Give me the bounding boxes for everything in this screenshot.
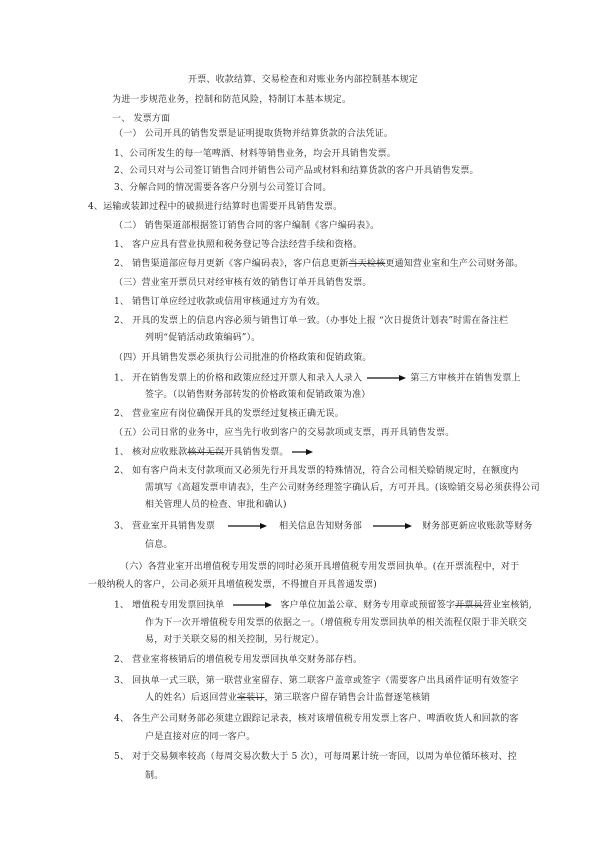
clause-6-item-2: 2、 营业室将核销后的增值税专用发票回执单交财务部存档。 xyxy=(114,655,363,665)
flow-arrow-icon xyxy=(231,601,273,609)
clause-1-heading: （一） 公司开具的销售发票是证明提取货物并结算货款的合法凭证。 xyxy=(114,129,394,139)
document-title: 开票、收款结算、交易检查和对账业务内部控制基本规定 xyxy=(188,75,419,85)
section-heading-invoice: 一、 发票方面 xyxy=(112,114,171,124)
clause-5-item-3-text-a: 3、 营业室开具销售发票 xyxy=(114,521,215,532)
clause-6-heading-line-2: 一般纳税人的客户，公司必须开具增值税发票，不得擅自开具普通发票) xyxy=(88,580,377,590)
clause-4-item-1-text-a: 1、 开在销售发票上的价格和政策应经过开票人和录入人录入 xyxy=(114,373,363,384)
clause-3-item-1: 1、 销售订单应经过收款或信用审核通过方为有效。 xyxy=(114,297,326,307)
clause-1-item-3: 3、分解合同的情况需要各客户分别与公司签订合同。 xyxy=(114,183,332,193)
clause-5-item-1-struck-text: 核对无误 xyxy=(187,447,225,458)
clause-3-item-2-line-2: 列明“促销活动政策编码”）。 xyxy=(145,333,261,343)
clause-6-item-1-line-2: 作为下一次开增值税专用发票的依据之一。（增值税专用发票回执单的相关流程仅限于非关联交 xyxy=(145,618,527,628)
clause-5-item-2-line-3: 相关管理人员的检查、审批和确认) xyxy=(145,500,287,510)
clause-6-item-1-text-c: 营业室核销, xyxy=(482,600,532,611)
clause-2-heading: （二） 销售渠道部根据签订销售合同的客户编制《客户编码表》。 xyxy=(114,221,380,231)
clause-5-heading: （五）公司日常的业务中，应当先行收到客户的交易款项或支票，再开具销售发票。 xyxy=(114,428,455,438)
clause-1-item-1: 1、公司所发生的每一笔啤酒、材料等销售业务，均会开具销售发票。 xyxy=(114,149,396,159)
clause-6-item-5-line-2: 制。 xyxy=(145,771,164,781)
clause-6-item-4-line-1: 4、 各生产公司财务部必须建立跟踪记录表，核对该增值税专用发票上客户、啤酒收货人和回款的客 xyxy=(114,714,519,724)
clause-5-item-3-text-c: 财务部更新应收账款等财务 xyxy=(422,521,533,532)
clause-6-item-1-struck-text: 开票员 xyxy=(455,600,483,611)
flow-arrow-icon xyxy=(226,522,268,530)
clause-6-item-3-line-2 xyxy=(145,694,430,703)
clause-2-item-2 xyxy=(114,260,523,269)
clause-3-heading: （三）营业室开票员只对经审核有效的销售订单开具销售发票。 xyxy=(114,278,372,288)
intro-paragraph: 为进一步规范业务，控制和防范风险，特制订本基本规定。 xyxy=(112,95,352,105)
clause-4-item-1-line-2: 签字。（以销售财务部转发的价格政策和促销政策为准） xyxy=(145,390,371,400)
clause-5-item-1-text-b: 开具销售发票。 xyxy=(224,447,289,458)
clause-6-item-1-line-3: 易，对于关联交易的相关控制，另行规定）。 xyxy=(145,635,325,645)
clause-5-item-1-text-a: 1、 核对应收账款 xyxy=(114,447,188,458)
clause-4-item-1-line-1 xyxy=(114,374,521,384)
clause-5-item-1 xyxy=(114,448,314,458)
clause-5-item-3-line-1 xyxy=(114,522,532,532)
clause-1-item-2: 2、公司只对与公司签订销售合同并销售公司产品或材料和结算货款的客户开具销售发票。 xyxy=(114,166,479,176)
clause-2-item-2-text-b: 更通知营业室和生产公司财务部。 xyxy=(385,259,524,269)
clause-6-item-1-text-a: 1、 增值税专用发票回执单 xyxy=(114,600,225,611)
clause-6-item-3-text-c: ，第三联客户留存销售会计监督逐笔核销 xyxy=(264,693,431,703)
clause-6-item-5-line-1: 5、 对于交易频率较高（每周交易次数大于 5 次），可每周累计统一寄回，以周为单位循环核对、控 xyxy=(114,752,517,762)
clause-1-item-4: 4、运输或装卸过程中的破损进行结算时也需要开具销售发票。 xyxy=(88,202,343,212)
clause-2-item-1: 1、 客户应具有营业执照和税务登记等合法经营手续和资格。 xyxy=(114,240,363,250)
clause-4-item-2: 2、 营业室应有岗位确保开具的发票经过复核正确无误。 xyxy=(114,409,344,419)
clause-6-heading-line-1: （六）各营业室开出增值税专用发票的同时必须开具增值税专用发票回执单。(在开票流程中，对于 xyxy=(120,562,520,572)
clause-5-item-3-text-b: 相关信息告知财务部 xyxy=(279,521,362,532)
clause-6-item-3-text-b: 人的姓名）后返回营业 xyxy=(145,693,238,703)
clause-4-item-1-text-b: 第三方审核并在销售发票上 xyxy=(410,373,521,384)
flow-arrow-icon xyxy=(292,448,314,456)
clause-5-item-3-line-2: 信息。 xyxy=(145,540,173,550)
clause-6-item-3-line-1: 3、 回执单一式三联，第一联营业室留存、第二联客户盖章或签字（需要客户出具函件证明有效签字 xyxy=(114,676,519,686)
clause-6-item-4-line-2: 户是直接对应的同一客户。 xyxy=(145,732,256,742)
clause-3-item-2-line-1: 2、 开具的发票上的信息内容必须与销售订单一致。（办事处上报 “次日提货计划表”时需在备注栏 xyxy=(114,316,509,326)
flow-arrow-icon xyxy=(371,522,413,530)
clause-2-item-2-text-a: 2、 销售渠道部应每月更新《客户编码表》，客户信息更新 xyxy=(114,259,349,269)
clause-6-item-3-struck-text: 室装订 xyxy=(237,693,265,703)
clause-6-item-1-line-1 xyxy=(114,601,532,611)
clause-5-item-2-line-1: 2、 如有客户尚未支付款项而又必须先行开具发票的特殊情况，符合公司相关赊销规定时，在额度内 xyxy=(114,466,519,476)
flow-arrow-icon xyxy=(365,374,407,382)
clause-5-item-2-line-2: 需填写《高超发票申请表》，生产公司财务经理签字确认后，方可开具。(该赊销交易必须获得公司 xyxy=(145,483,540,493)
clause-4-heading: （四）开具销售发票必须执行公司批准的价格政策和促销政策。 xyxy=(114,353,372,363)
clause-6-item-1-text-b: 客户单位加盖公章、财务专用章或预留签字 xyxy=(280,600,456,611)
clause-2-item-2-struck-text: 当天检核 xyxy=(348,259,386,269)
